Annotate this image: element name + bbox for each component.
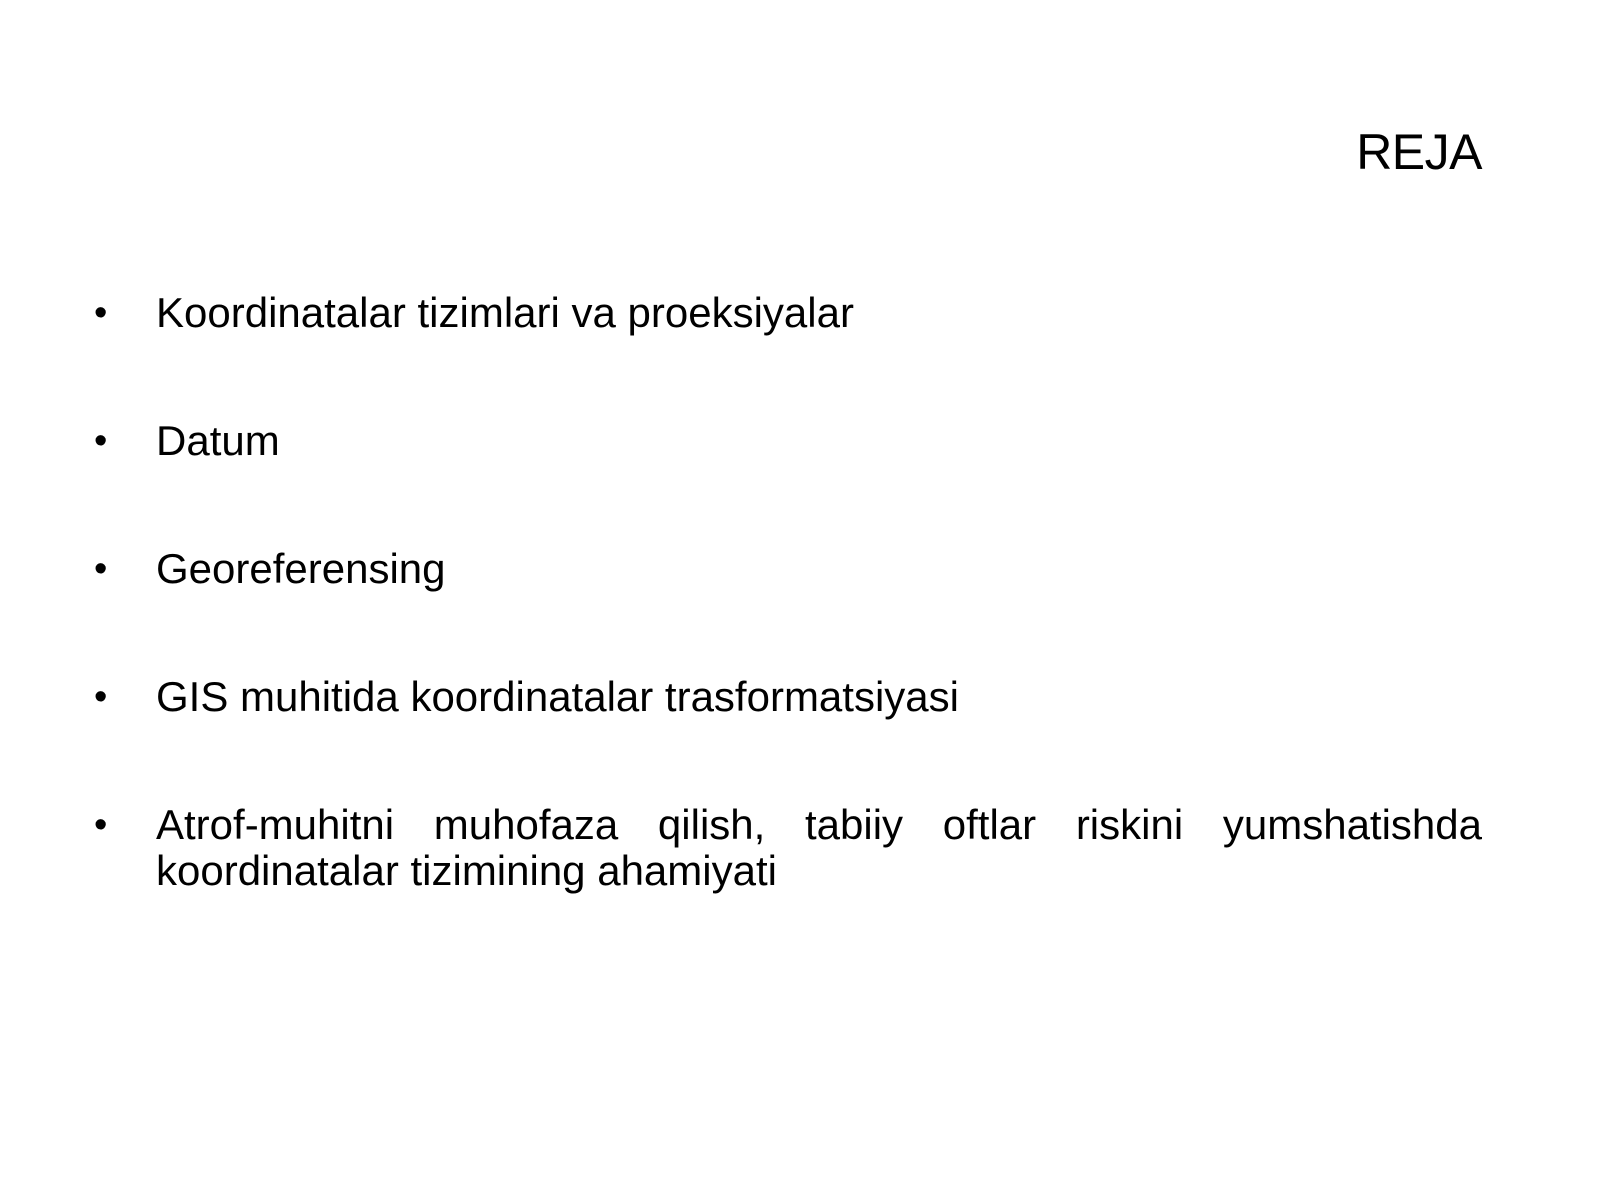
bullet-icon: • [94,420,108,462]
bullet-icon: • [94,676,108,718]
bullet-text: GIS muhitida koordinatalar trasformatsiyasi [156,673,959,720]
bullet-item [92,674,1482,720]
bullet-icon: • [94,804,108,846]
bullet-text: Datum [156,417,280,464]
bullet-list [92,290,1482,894]
bullet-text: Georeferensing [156,545,446,592]
bullet-text: Koordinatalar tizimlari va proeksiyalar [156,289,854,336]
bullet-item [92,418,1482,464]
bullet-item [92,802,1482,894]
bullet-item [92,546,1482,592]
bullet-icon: • [94,548,108,590]
slide-title: REJA [1356,124,1482,180]
bullet-text: Atrof-muhitni muhofaza qilish, tabiiy oftlar riskini yumshatishda koordinatalar tizimining ahamiyati [156,801,1482,894]
bullet-item [92,290,1482,336]
bullet-icon: • [94,292,108,334]
